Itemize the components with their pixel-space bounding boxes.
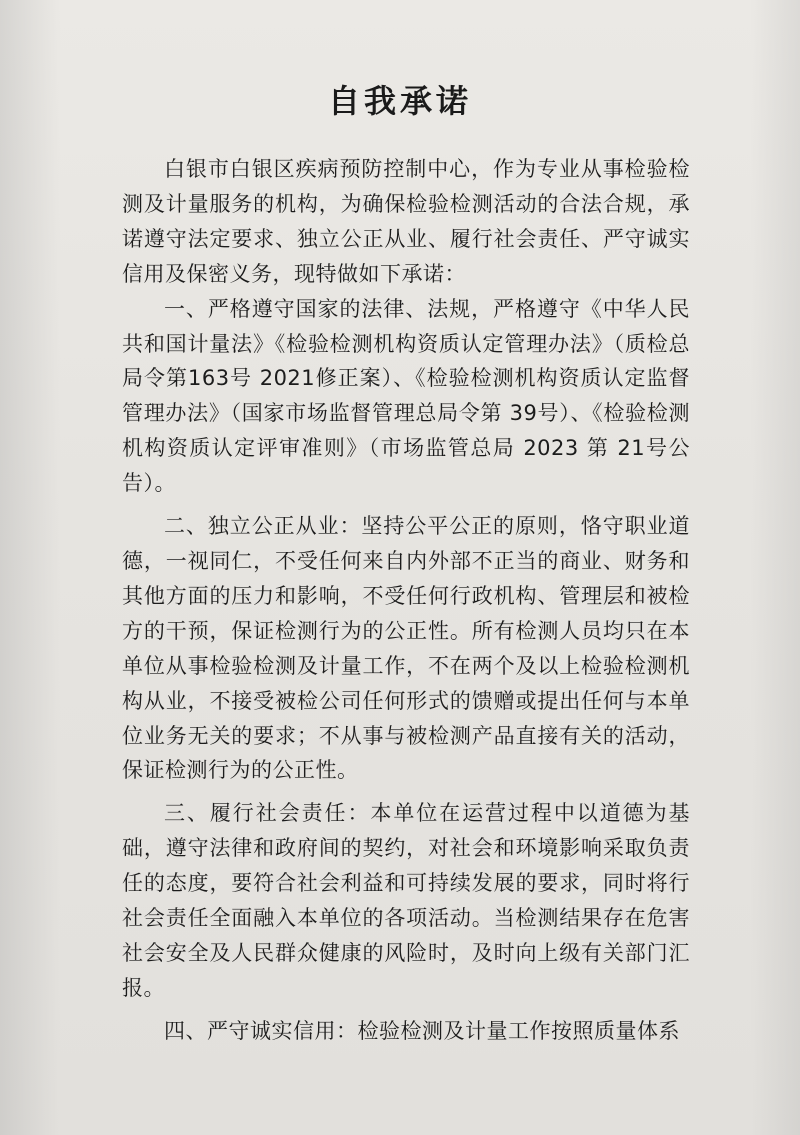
clause-4-paragraph: 四、严守诚实信用：检验检测及计量工作按照质量体系	[164, 1018, 680, 1043]
page-shadow-left	[0, 0, 60, 1135]
document-body	[122, 152, 690, 1049]
intro-paragraph: 白银市白银区疾病预防控制中心，作为专业从事检验检测及计量服务的机构，为确保检验检测活动的合法合规，承诺遵守法定要求、独立公正从业、履行社会责任、严守诚实信用及保密义务，现特做如下承诺：	[122, 157, 690, 286]
page-shadow-right	[750, 0, 800, 1135]
clause-2-paragraph: 二、独立公正从业：坚持公平公正的原则，恪守职业道德，一视同仁，不受任何来自内外部不正当的商业、财务和其他方面的压力和影响，不受任何行政机构、管理层和被检方的干预，保证检测行为的公正性。所有检测人员均只在本单位从事检验检测及计量工作，不在两个及以上检验检测机构从业，不接受被检公司任何形式的馈赠或提出任何与本单位业务无关的要求；不从事与被检测产品直接有关的活动，保证检测行为的公正性。	[122, 514, 690, 783]
document-title: 自我承诺	[327, 82, 472, 120]
clause-1-paragraph: 一、严格遵守国家的法律、法规，严格遵守《中华人民共和国计量法》《检验检测机构资质认定管理办法》（质检总局令第163号 2021修正案）、《检验检测机构资质认定监督管理办法》（国家市场监督管理总局令第 39号）、《检验检测机构资质认定评审准则》（市场监管总局 2023 第 21号公告）。	[122, 296, 690, 496]
clause-3-paragraph: 三、履行社会责任：本单位在运营过程中以道德为基础，遵守法律和政府间的契约，对社会和环境影响采取负责任的态度，要符合社会利益和可持续发展的要求，同时将行社会责任全面融入本单位的各项活动。当检测结果存在危害社会安全及人民群众健康的风险时，及时向上级有关部门汇报。	[122, 801, 690, 1000]
